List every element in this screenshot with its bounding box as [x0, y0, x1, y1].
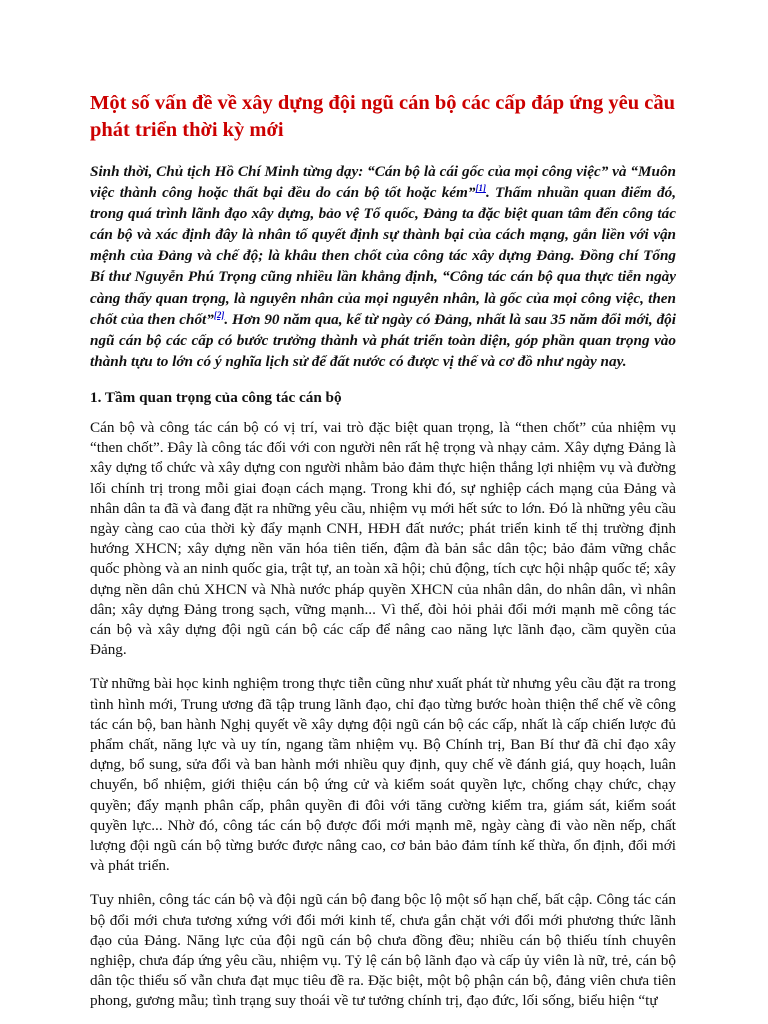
footnote-ref-2: [214, 310, 225, 320]
footnote-link-1[interactable]: [1]: [475, 183, 486, 194]
footnote-link-2[interactable]: [2]: [213, 309, 225, 320]
lead-text-part1: Sinh thời, Chủ tịch Hồ Chí Minh từng dạy: “Cán bộ là cái gốc của mọi công việc” và “Muôn việc thành công hoặc thất bại đều do cán bộ tốt hoặc kém”: [90, 163, 676, 202]
lead-text-part3: . Hơn 90 năm qua, kể từ ngày có Đảng, nhất là sau 35 năm đổi mới, đội ngũ cán bộ các cấp có bước trưởng thành và phát triển toàn diện, góp phần quan trọng vào thành tựu to lớn có ý nghĩa lịch sử để đất nước có được vị thế và cơ đồ như ngày nay.: [90, 310, 676, 370]
lead-paragraph: [90, 161, 676, 372]
footnote-ref-1: [475, 183, 486, 193]
lead-text-part2: . Thấm nhuần quan điểm đó, trong quá trình lãnh đạo xây dựng, bảo vệ Tổ quốc, Đảng ta đặc biệt quan tâm đến công tác cán bộ và xác định đây là nhân tố quyết định sự thành bại của cách mạng, gắn liền với vận mệnh của Đảng và chế độ; là khâu then chốt của công tác xây dựng Đảng. Đồng chí Tổng Bí thư Nguyễn Phú Trọng cũng nhiều lần khẳng định, “Công tác cán bộ qua thực tiễn ngày càng thấy quan trọng, là nguyên nhân của mọi nguyên nhân, là gốc của mọi công việc, then chốt của then chốt”: [90, 184, 676, 328]
body-paragraph-2: Từ những bài học kinh nghiệm trong thực tiễn cũng như xuất phát từ nhưng yêu cầu đặt ra trong tình hình mới, Trung ương đã tập trung lãnh đạo, chỉ đạo từng bước hoàn thiện thể chế về công tác cán bộ, ban hành Nghị quyết về xây dựng đội ngũ cán bộ các cấp, nhất là cấp chiến lược đủ phẩm chất, năng lực và uy tín, ngang tầm nhiệm vụ. Bộ Chính trị, Ban Bí thư đã chỉ đạo xây dựng, bổ sung, sửa đổi và ban hành mới nhiều quy định, quy chế về đánh giá, quy hoạch, luân chuyển, bổ nhiệm, giới thiệu cán bộ ứng cử và kiểm soát quyền lực, chống chạy chức, chạy quyền; đẩy mạnh phân cấp, phân quyền đi đôi với tăng cường kiểm tra, giám sát, kiểm soát quyền lực... Nhờ đó, công tác cán bộ được đổi mới mạnh mẽ, ngày càng đi vào nền nếp, chất lượng đội ngũ cán bộ từng bước được nâng cao, cơ bản bảo đảm tính kế thừa, ổn định, đổi mới và phát triển.: [90, 675, 676, 875]
article-title: Một số vấn đề về xây dựng đội ngũ cán bộ các cấp đáp ứng yêu cầu phát triển thời kỳ mới: [90, 92, 676, 141]
section-heading: 1. Tầm quan trọng của công tác cán bộ: [90, 388, 342, 406]
body-paragraph-1: Cán bộ và công tác cán bộ có vị trí, vai trò đặc biệt quan trọng, là “then chốt” của nhiệm vụ “then chốt”. Đây là công tác đối với con người nên rất hệ trọng và nhạy cảm. Xây dựng Đảng là xây dựng tổ chức và xây dựng con người nhằm bảo đảm thực hiện thắng lợi nhiệm vụ và đường lối chính trị trong mỗi giai đoạn cách mạng. Trong khi đó, sự nghiệp cách mạng của Đảng và nhân dân ta đã và đang đặt ra những yêu cầu, nhiệm vụ mới hết sức to lớn. Đó là những yêu cầu ngày càng cao của thời kỳ đẩy mạnh CNH, HĐH đất nước; phát triển kinh tế thị trường định hướng XHCN; xây dựng nền văn hóa tiên tiến, đậm đà bản sắc dân tộc; bảo đảm vững chắc quốc phòng và an ninh quốc gia, trật tự, an toàn xã hội; chủ động, tích cực hội nhập quốc tế; xây dựng nền dân chủ XHCN và Nhà nước pháp quyền XHCN của nhân dân, do nhân dân, vì nhân dân; xây dựng Đảng trong sạch, vững mạnh... Vì thế, đòi hỏi phải đổi mới mạnh mẽ công tác cán bộ và xây dựng đội ngũ cán bộ các cấp để nâng cao năng lực lãnh đạo, cầm quyền của Đảng.: [90, 418, 676, 659]
body-paragraph-3: Tuy nhiên, công tác cán bộ và đội ngũ cán bộ đang bộc lộ một số hạn chế, bất cập. Công tác cán bộ đổi mới chưa tương xứng với đổi mới kinh tế, chưa gắn chặt với đổi mới phương thức lãnh đạo của Đảng. Năng lực của đội ngũ cán bộ chưa đồng đều; nhiều cán bộ thiếu tính chuyên nghiệp, chưa đáp ứng yêu cầu, nhiệm vụ. Tỷ lệ cán bộ lãnh đạo và cấp ủy viên là nữ, trẻ, cán bộ dân tộc thiểu số vẫn chưa đạt mục tiêu đề ra. Đặc biệt, một bộ phận cán bộ, đảng viên chưa tiên phong, gương mẫu; tình trạng suy thoái về tư tưởng chính trị, đạo đức, lối sống, biểu hiện “tự: [90, 891, 676, 1010]
